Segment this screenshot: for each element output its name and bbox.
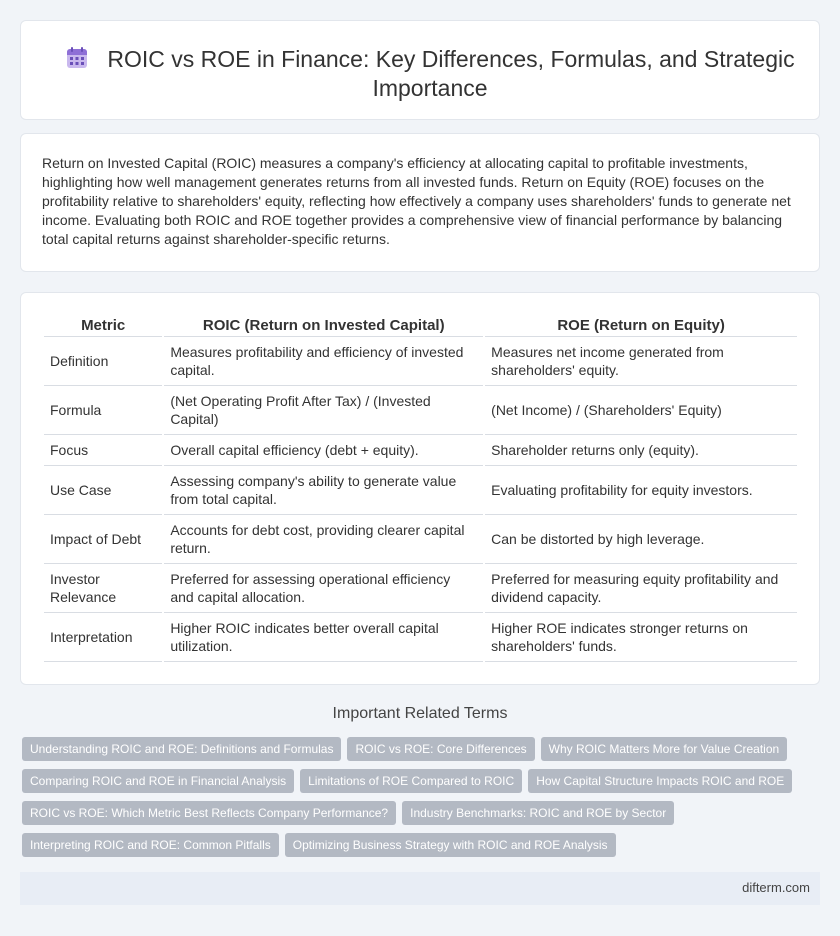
metric-cell: Impact of Debt	[44, 515, 162, 564]
comparison-table	[42, 313, 799, 662]
page-title: ROIC vs ROE in Finance: Key Differences, Formulas, and Strategic Importance	[107, 46, 795, 101]
related-term-tag[interactable]: ROIC vs ROE: Which Metric Best Reflects Company Performance?	[22, 801, 396, 825]
metric-cell: Interpretation	[44, 613, 162, 662]
table-row	[44, 613, 797, 662]
header-roe: ROE (Return on Equity)	[485, 313, 797, 337]
related-term-tag[interactable]: Interpreting ROIC and ROE: Common Pitfalls	[22, 833, 279, 857]
related-term-tag[interactable]: Understanding ROIC and ROE: Definitions and Formulas	[22, 737, 341, 761]
roic-cell: Preferred for assessing operational efficiency and capital allocation.	[164, 564, 483, 613]
metric-cell: Focus	[44, 435, 162, 466]
metric-cell: Use Case	[44, 466, 162, 515]
roic-cell: Assessing company's ability to generate value from total capital.	[164, 466, 483, 515]
related-term-tag[interactable]: Optimizing Business Strategy with ROIC and ROE Analysis	[285, 833, 616, 857]
related-term-tag[interactable]: Limitations of ROE Compared to ROIC	[300, 769, 522, 793]
header-metric: Metric	[44, 313, 162, 337]
page-title-container	[51, 45, 809, 103]
footer-site-link[interactable]: difterm.com	[742, 880, 810, 895]
roe-cell: (Net Income) / (Shareholders' Equity)	[485, 386, 797, 435]
roe-cell: Higher ROE indicates stronger returns on shareholders' funds.	[485, 613, 797, 662]
roic-cell: (Net Operating Profit After Tax) / (Invested Capital)	[164, 386, 483, 435]
table-row	[44, 386, 797, 435]
calendar-grid-icon	[65, 46, 89, 70]
table-row	[44, 515, 797, 564]
header-card	[20, 20, 820, 120]
roic-cell: Overall capital efficiency (debt + equity).	[164, 435, 483, 466]
roe-cell: Preferred for measuring equity profitability and dividend capacity.	[485, 564, 797, 613]
header-roic: ROIC (Return on Invested Capital)	[164, 313, 483, 337]
related-terms-list	[22, 737, 802, 865]
roe-cell: Shareholder returns only (equity).	[485, 435, 797, 466]
related-term-tag[interactable]: Why ROIC Matters More for Value Creation	[541, 737, 788, 761]
metric-cell: Definition	[44, 337, 162, 386]
metric-cell: Investor Relevance	[44, 564, 162, 613]
roe-cell: Measures net income generated from shareholders' equity.	[485, 337, 797, 386]
table-row	[44, 564, 797, 613]
related-term-tag[interactable]: How Capital Structure Impacts ROIC and ROE	[528, 769, 792, 793]
roe-cell: Can be distorted by high leverage.	[485, 515, 797, 564]
related-term-tag[interactable]: Industry Benchmarks: ROIC and ROE by Sector	[402, 801, 674, 825]
table-row	[44, 466, 797, 515]
comparison-table-card	[20, 292, 820, 685]
table-header-row	[44, 313, 797, 337]
footer-bar	[20, 872, 820, 905]
related-term-tag[interactable]: ROIC vs ROE: Core Differences	[347, 737, 534, 761]
related-term-tag[interactable]: Comparing ROIC and ROE in Financial Analysis	[22, 769, 294, 793]
roic-cell: Measures profitability and efficiency of invested capital.	[164, 337, 483, 386]
intro-card	[20, 133, 820, 272]
metric-cell: Formula	[44, 386, 162, 435]
roic-cell: Higher ROIC indicates better overall capital utilization.	[164, 613, 483, 662]
roe-cell: Evaluating profitability for equity investors.	[485, 466, 797, 515]
table-row	[44, 435, 797, 466]
roic-cell: Accounts for debt cost, providing clearer capital return.	[164, 515, 483, 564]
intro-paragraph: Return on Invested Capital (ROIC) measures a company's efficiency at allocating capital to profitable investments, highlighting how well management generates returns from all invested funds. Return on Equity (ROE) focuses on the profitability relative to shareholders' equity, reflecting how effectively a company uses shareholders' funds to generate net income. Evaluating both ROIC and ROE together provides a comprehensive view of financial performance by balancing total capital returns against shareholder-specific returns.	[42, 155, 791, 247]
related-terms-heading: Important Related Terms	[332, 705, 508, 722]
table-row	[44, 337, 797, 386]
